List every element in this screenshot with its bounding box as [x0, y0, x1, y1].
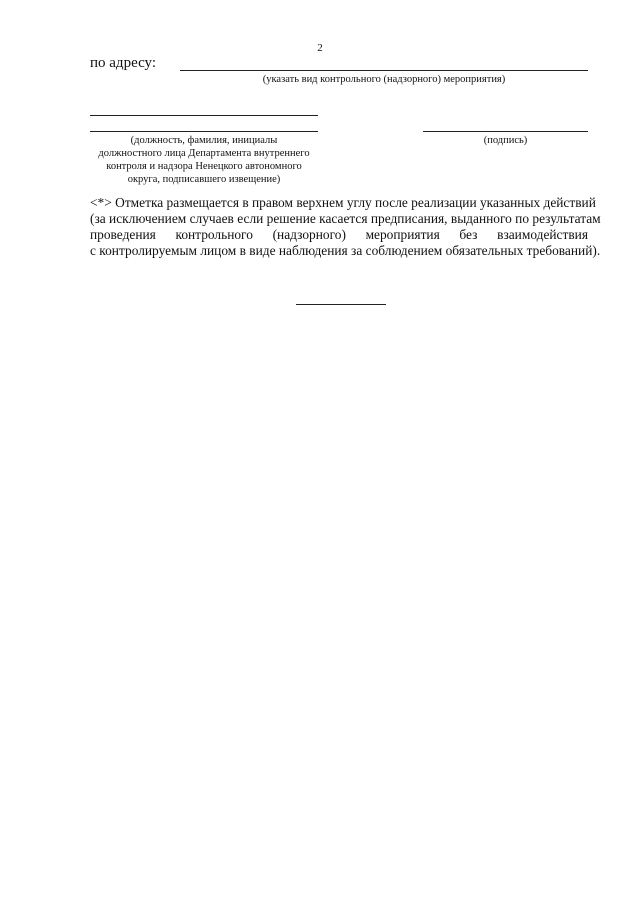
position-caption: (должность, фамилия, инициалы должностного лица Департамента внутреннего контроля и надзора Ненецкого автономного округа, подписавшего извещение): [98, 135, 310, 185]
position-input-line-2: [90, 131, 318, 132]
footnote-line: <*> Отметка размещается в правом верхнем углу после реализации указанных действий: [90, 195, 596, 210]
footnote-line: (за исключением случаев если решение касается предписания, выданного по результатам: [90, 211, 601, 226]
address-input-line: [180, 70, 588, 71]
signature-input-line: [423, 131, 588, 132]
position-input-line-1: [90, 115, 318, 116]
page-number: 2: [317, 42, 323, 54]
end-of-document-line: [296, 304, 386, 305]
footnote-line: проведения контрольного (надзорного) мероприятия без взаимодействия: [90, 227, 588, 242]
address-label: по адресу:: [90, 55, 157, 71]
address-caption: (указать вид контрольного (надзорного) мероприятия): [262, 74, 506, 85]
footnote-line: с контролируемым лицом в виде наблюдения за соблюдением обязательных требований).: [90, 243, 601, 258]
footnote: [90, 195, 601, 259]
signature-caption: (подпись): [483, 135, 528, 146]
